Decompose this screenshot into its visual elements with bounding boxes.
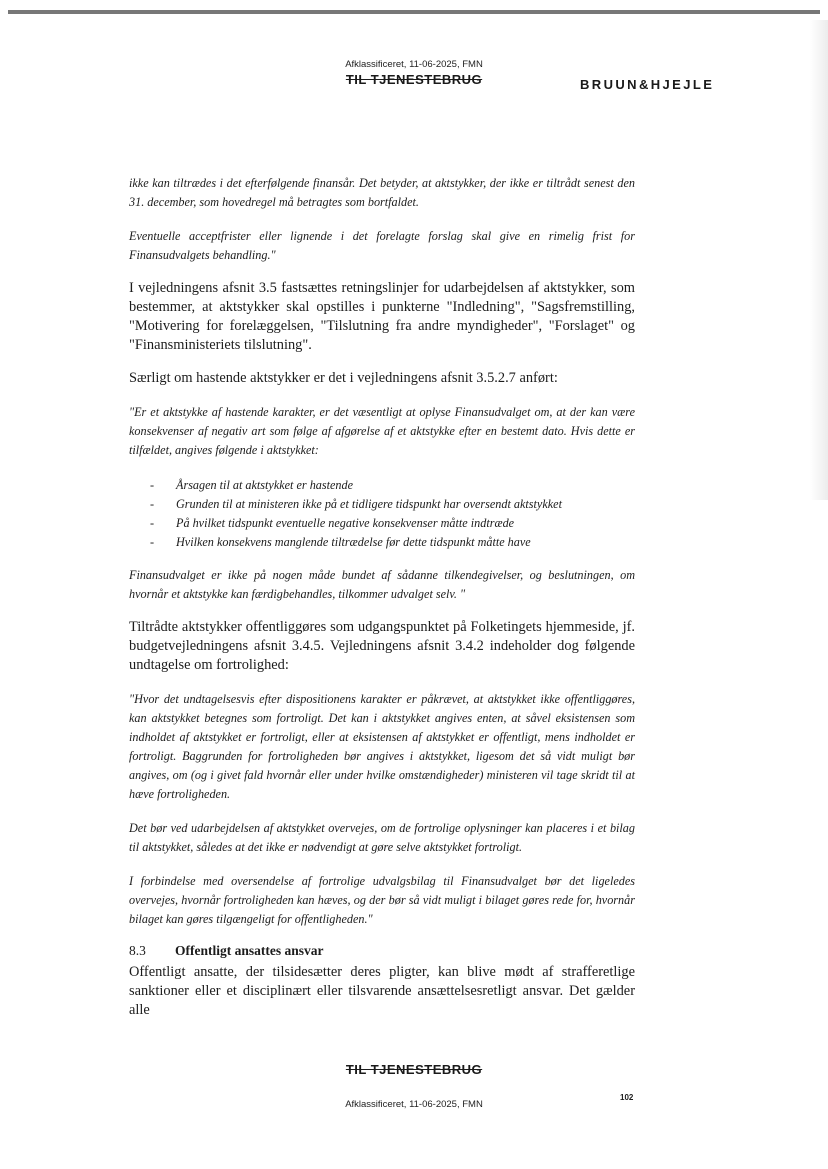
paragraph: Tiltrådte aktstykker offentliggøres som udgangspunktet på Folketingets hjemmeside, jf. budgetvejledningens afsnit 3.4.5. Vejledningens afsnit 3.4.2 indeholder dog følgende undtagelse om fortrolighed:: [129, 619, 635, 673]
scan-shadow: [810, 20, 828, 500]
list-item: [129, 476, 635, 495]
list-item: [129, 514, 635, 533]
quote-paragraph: "Er et aktstykke af hastende karakter, er det væsentligt at oplyse Finansudvalget om, at der kan være konsekvenser af negativ art som følge af afgørelse af et aktstykke efter en bestemt dato. Hvis dette er tilfældet, angives følgende i aktstykket:: [129, 405, 635, 457]
declassified-stamp-bottom: Afklassificeret, 11-06-2025, FMN: [345, 1099, 483, 1110]
section-title: Offentligt ansattes ansvar: [175, 943, 324, 958]
scan-top-edge: [8, 10, 820, 14]
list-item-text: Årsagen til at aktstykket er hastende: [176, 478, 354, 492]
page-number: 102: [620, 1093, 634, 1102]
list-item-text: Grunden til at ministeren ikke på et tidligere tidspunkt har oversendt aktstykket: [176, 497, 562, 511]
section-heading: [129, 941, 635, 960]
list-item: [129, 495, 635, 514]
bullet-list: [129, 476, 635, 552]
bullet-marker: -: [150, 535, 155, 549]
paragraph: ikke kan tiltrædes i det efterfølgende finansår. Det betyder, at aktstykker, der ikke er tiltrådt senest den 31. december, som hovedregel må betragtes som bortfaldet.: [129, 176, 635, 209]
classification-marking-top: TIL TJENESTEBRUG: [345, 72, 483, 87]
bullet-marker: -: [150, 478, 155, 492]
paragraph: Særligt om hastende aktstykker er det i vejledningens afsnit 3.5.2.7 anført:: [129, 370, 558, 386]
list-item: [129, 533, 635, 552]
bullet-marker: -: [150, 497, 155, 511]
section-number: 8.3: [129, 943, 146, 958]
paragraph: Eventuelle acceptfrister eller lignende i det forelagte forslag skal give en rimelig frist for Finansudvalgets behandling.": [129, 229, 635, 262]
quote-paragraph: Finansudvalget er ikke på nogen måde bundet af sådanne tilkendegivelser, og beslutningen, om hvornår et aktstykke kan færdigbehandles, tilkommer udvalget selv. ": [129, 568, 635, 601]
list-item-text: På hvilket tidspunkt eventuelle negative konsekvenser måtte indtræde: [176, 516, 515, 530]
quote-paragraph: I forbindelse med oversendelse af fortrolige udvalgsbilag til Finansudvalget bør det ligeledes overvejes, hvornår fortroligheden kan hæves, og der bør så vidt muligt i bilaget gøres rede for, hvornår bilaget kan gøres tilgængeligt for offentligheden.": [129, 874, 635, 926]
list-item-text: Hvilken konsekvens manglende tiltrædelse før dette tidspunkt måtte have: [176, 535, 531, 549]
document-body: [129, 174, 635, 1020]
quote-paragraph: Det bør ved udarbejdelsen af aktstykket overvejes, om de fortrolige oplysninger kan placeres i et bilag til aktstykket, således at det ikke er nødvendigt at gøre selve aktstykket fortroligt.: [129, 821, 635, 854]
bullet-marker: -: [150, 516, 155, 530]
paragraph: Offentligt ansatte, der tilsidesætter deres pligter, kan blive mødt af strafferetlige sanktioner eller et disciplinært eller tilsvarende ansættelsesretligt ansvar. Det gælder alle: [129, 964, 635, 1018]
paragraph: I vejledningens afsnit 3.5 fastsættes retningslinjer for udarbejdelsen af aktstykker, som bestemmer, at aktstykker skal opstilles i punkterne "Indledning", "Sagsfremstilling, "Motivering for forelæggelsen, "Tilslutning fra andre myndigheder", "Forslaget" og "Finansministeriets tilslutning".: [129, 280, 635, 353]
quote-paragraph: "Hvor det undtagelsesvis efter dispositionens karakter er påkrævet, at aktstykket ikke offentliggøres, kan aktstykket betegnes som fortroligt. Det kan i aktstykket angives enten, at såvel eksistensen som indholdet af aktstykket er fortroligt, eller at eksistensen af aktstykket er offentligt, mens indholdet er fortroligt. Baggrunden for fortroligheden bør angives i aktstykket, ligesom det så vidt muligt bør angives, om (og i givet fald hvornår eller under hvilke omstændigheder) ministeren vil tage skridt til at hæve fortroligheden.: [129, 692, 635, 801]
classification-marking-bottom: TIL TJENESTEBRUG: [345, 1062, 483, 1077]
firm-logo: BRUUN&HJEJLE: [580, 77, 715, 92]
declassified-stamp-top: Afklassificeret, 11-06-2025, FMN: [345, 59, 483, 70]
